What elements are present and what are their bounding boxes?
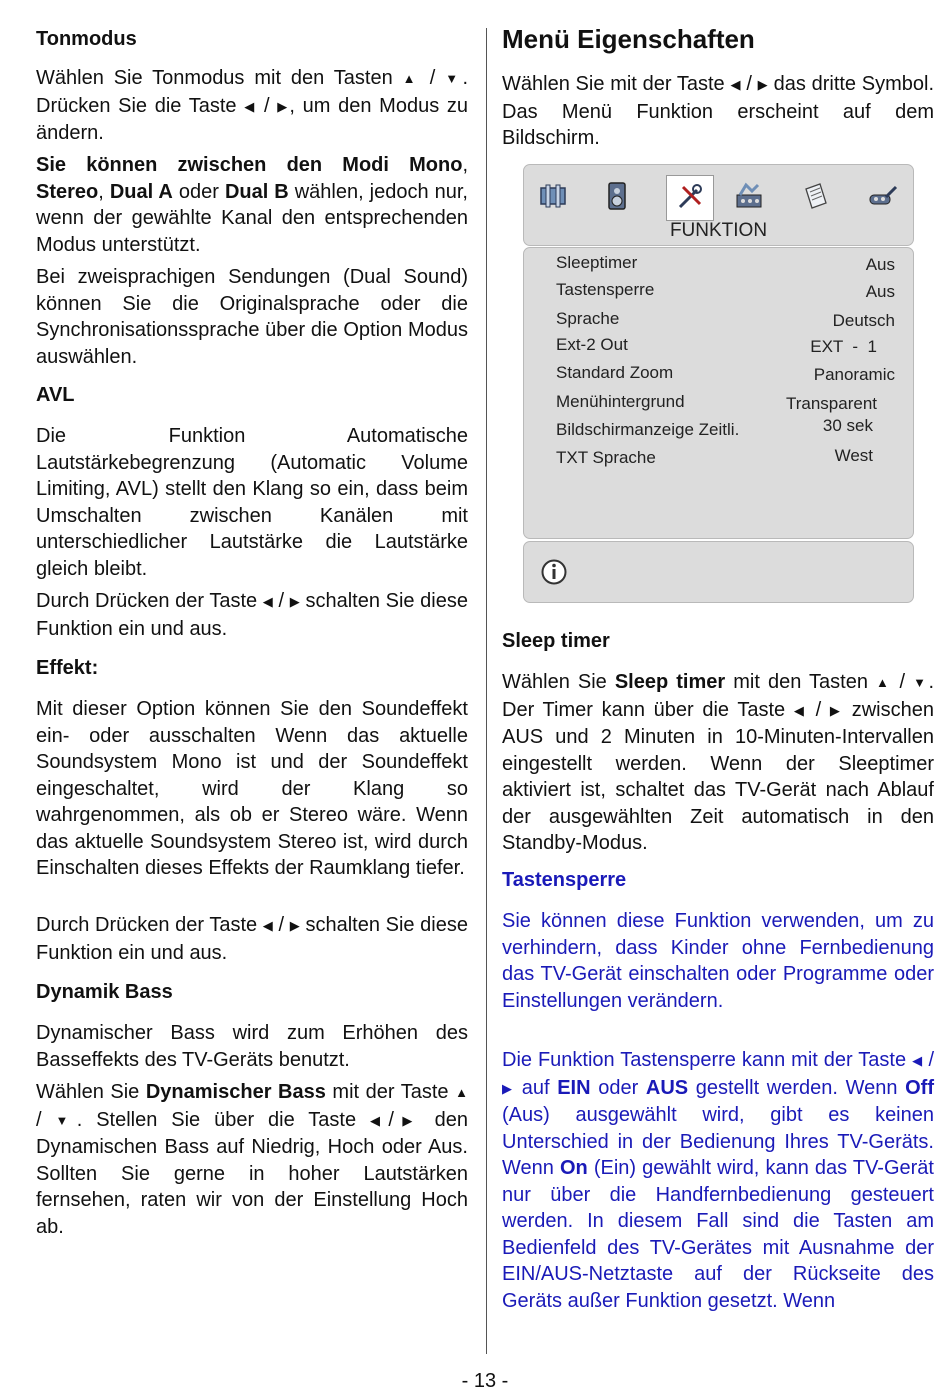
picture-icon[interactable] [538, 181, 568, 211]
avl-paragraph-2: Durch Drücken der Taste ◀ / ▶ schalten Sie diese Funktion ein und aus. [36, 590, 468, 640]
intro-paragraph: Wählen Sie mit der Taste ◀ / ▶ das dritte Symbol. Das Menü Funktion erscheint auf dem Bildschirm. [502, 73, 935, 149]
effekt-paragraph-2: Durch Drücken der Taste ◀ / ▶ schalten Sie diese Funktion ein und aus. [36, 914, 468, 964]
source-icon[interactable] [868, 181, 898, 211]
funktion-menu [523, 164, 914, 604]
left-arrow-icon: ◀ [244, 98, 257, 114]
menu-row-standard-zoom[interactable] [556, 363, 895, 385]
heading-sleep-timer: Sleep timer [502, 630, 610, 652]
heading-tonmodus: Tonmodus [36, 28, 137, 50]
menu-row-tastensperre[interactable] [556, 280, 895, 302]
menu-row-value: Transparent [785, 394, 877, 413]
section-title: Menü Eigenschaften [502, 24, 755, 54]
menu-list-panel [523, 247, 914, 539]
left-arrow-icon: ◀ [793, 702, 807, 718]
menu-row-label: Sprache [556, 309, 620, 328]
menu-icons [534, 175, 904, 219]
menu-row-value: EXT - 1 [810, 337, 877, 356]
right-arrow-icon: ▶ [502, 1080, 515, 1096]
menu-row-value: Aus [865, 255, 895, 274]
menu-row-value: West [834, 446, 873, 465]
menu-row-ext2-out[interactable] [556, 335, 895, 357]
menu-row-menuehintergrund[interactable] [556, 392, 895, 414]
menu-row-label: Ext-2 Out [556, 335, 628, 354]
heading-tastensperre: Tastensperre [502, 869, 627, 891]
installation-icon[interactable] [734, 181, 764, 211]
tonmodus-paragraph-1: Wählen Sie Tonmodus mit den Tasten ▲ / ▼. Drücken Sie die Taste ◀ / ▶, um den Modus zu ändern. [36, 67, 469, 144]
left-arrow-icon: ◀ [262, 918, 273, 933]
bass-paragraph-2: Wählen Sie Dynamischer Bass mit der Taste ▲ / ▼. Stellen Sie über die Taste ◀/▶ den Dynamischen Bass auf Niedrig, Hoch oder Aus. Sollten Sie gerne in hoher Lautstärken fernsehen, raten wir von der Einstellung Hoch ab. [36, 1081, 469, 1238]
right-arrow-icon: ▶ [289, 918, 300, 933]
info-icon [540, 558, 568, 586]
menu-info-panel [523, 541, 914, 603]
right-arrow-icon: ▶ [757, 77, 768, 92]
heading-avl: AVL [36, 384, 75, 406]
menu-row-value: Aus [865, 282, 895, 301]
up-arrow-icon: ▲ [876, 675, 892, 690]
bass-paragraph-1: Dynamischer Bass wird zum Erhöhen des Basseffekts des TV-Geräts benutzt. [36, 1022, 468, 1071]
effekt-paragraph-1: Mit dieser Option können Sie den Soundeffekt ein- oder ausschalten Wenn das aktuelle Soundsystem Mono ist und der Soundeffekt eingeschaltet, wird der Klang so wahrgenommen, als ob er Stereo wäre. Wenn das aktuelle Soundsystem Stereo ist, wird durch Einschalten dieses Effekts der Raumklang tiefer. [36, 698, 468, 879]
left-arrow-icon: ◀ [370, 1112, 389, 1128]
menu-row-label: Sleeptimer [556, 253, 638, 272]
selected-icon-frame [666, 175, 714, 221]
speaker-icon[interactable] [602, 181, 632, 211]
left-arrow-icon: ◀ [262, 594, 273, 609]
heading-effekt: Effekt: [36, 657, 99, 679]
page-number: - 13 - [461, 1370, 509, 1392]
menu-row-txt-sprache[interactable] [556, 448, 895, 470]
tools-icon[interactable] [675, 182, 705, 212]
left-arrow-icon: ◀ [912, 1053, 923, 1068]
menu-icon-bar [523, 164, 914, 246]
right-arrow-icon: ▶ [289, 594, 300, 609]
tastensperre-paragraph-1: Sie können diese Funktion verwenden, um zu verhindern, dass Kinder ohne Fernbedienung das TV-Gerät einschalten oder Programme oder Einstellungen verändern. [502, 910, 934, 1012]
menu-row-value: Panoramic [813, 365, 895, 384]
heading-dynamik-bass: Dynamik Bass [36, 981, 173, 1003]
menu-row-label: Bildschirmanzeige Zeitli. [556, 420, 740, 439]
menu-row-value: Deutsch [832, 311, 895, 330]
document-icon[interactable] [800, 181, 830, 211]
up-arrow-icon: ▲ [402, 71, 420, 86]
menu-row-label: Menühintergrund [556, 392, 685, 411]
menu-row-label: Standard Zoom [556, 363, 674, 382]
menu-row-sleeptimer[interactable] [556, 253, 895, 275]
left-arrow-icon: ◀ [730, 77, 741, 92]
down-arrow-icon: ▼ [55, 1112, 77, 1128]
right-arrow-icon: ▶ [829, 702, 844, 718]
tonmodus-paragraph-3: Bei zweisprachigen Sendungen (Dual Sound) können Sie die Originalsprache oder die Synchronisationssprache über die Option Modus auswählen. [36, 266, 468, 368]
column-divider [486, 28, 487, 1354]
avl-paragraph-1: Die Funktion Automatische Lautstärkebegrenzung (Automatic Volume Limiting, AVL) stellt den Klang so ein, dass beim Umschalten zwischen Kanälen mit unterschiedlicher Lautstärke die Lautstärke gleich bleibt. [36, 425, 468, 580]
sleep-paragraph: Wählen Sie Sleep timer mit den Tasten ▲ / ▼. Der Timer kann über die Taste ◀ / ▶ zwischen AUS und 2 Minuten in 10-Minuten-Intervallen eingestellt werden. Wenn der Sleeptimer aktiviert ist, schaltet das TV-Gerät nach Ablauf der ausgewählten Zeit automatisch in den Standby-Modus. [502, 671, 935, 854]
menu-header: FUNKTION [669, 220, 768, 241]
tonmodus-paragraph-2: Sie können zwischen den Modi Mono, Stereo, Dual A oder Dual B wählen, jedoch nur, wenn der gewählte Kanal den entsprechenden Modus unterstützt. [36, 154, 468, 256]
menu-row-value: 30 sek [822, 416, 873, 435]
menu-row-bildschirmanzeige[interactable] [556, 416, 895, 442]
down-arrow-icon: ▼ [913, 675, 929, 690]
tastensperre-paragraph-2: Die Funktion Tastensperre kann mit der Taste ◀ / ▶ auf EIN oder AUS gestellt werden. Wenn Off (Aus) ausgewählt wird, gibt es keinen Unterschied in der Bedienung Ihres TV-Geräts. Wenn On (Ein) gewählt wird, kann das TV-Gerät nur über die Handfernbedienung gesteuert werden. In diesem Fall sind die Tasten am Bedienfeld des TV-Gerätes mit Ausnahme der EIN/AUS-Netztaste auf der Rückseite des Geräts außer Funktion gesetzt. Wenn [502, 1049, 934, 1312]
down-arrow-icon: ▼ [445, 71, 463, 86]
right-arrow-icon: ▶ [393, 1112, 421, 1128]
menu-row-label: Tastensperre [556, 280, 655, 299]
up-arrow-icon: ▲ [455, 1085, 469, 1100]
menu-row-sprache[interactable] [556, 309, 895, 331]
right-arrow-icon: ▶ [277, 98, 290, 114]
menu-row-label: TXT Sprache [556, 448, 656, 467]
